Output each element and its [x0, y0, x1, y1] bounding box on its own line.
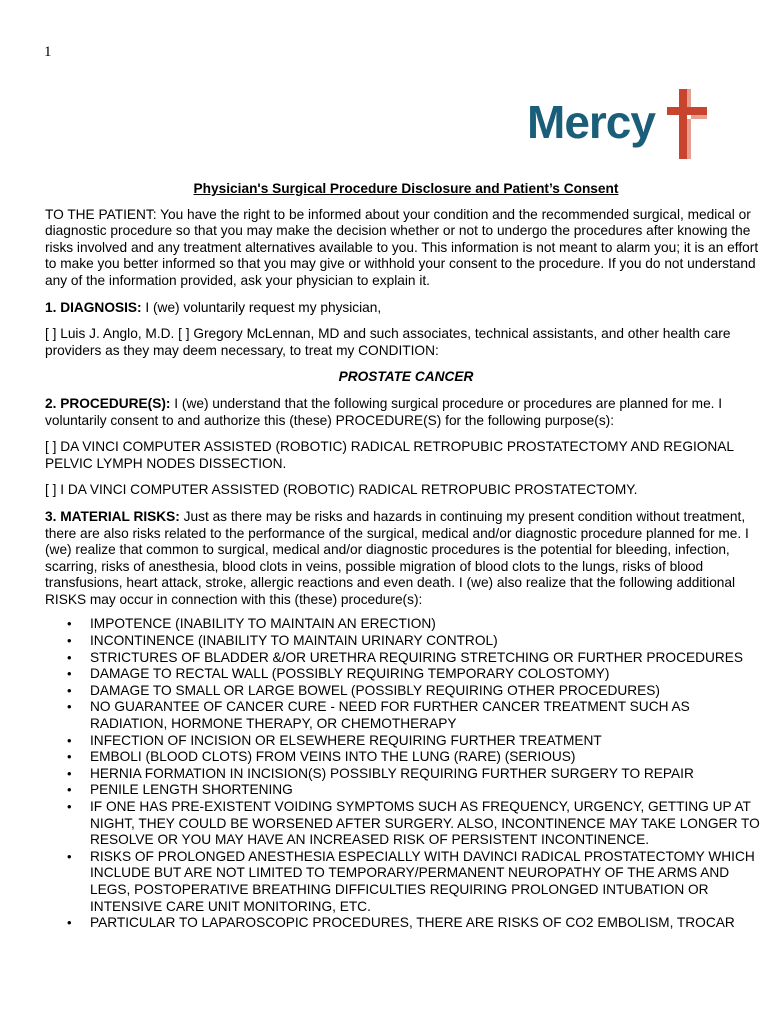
logo-text: Mercy — [527, 96, 655, 148]
cross-icon — [667, 85, 711, 163]
material-risks-section — [45, 509, 767, 609]
list-item: • DAMAGE TO SMALL OR LARGE BOWEL (POSSIBLY REQUIRING OTHER PROCEDURES) — [90, 683, 767, 700]
consent-document — [45, 181, 767, 932]
intro-paragraph: TO THE PATIENT: You have the right to be informed about your condition and the recommended surgical, medical or diagnostic procedure so that you may make the decision whether or not to undergo the procedures after knowing the risks involved and any treatment alternatives available to you. This information is not meant to alarm you; it is an effort to make you better informed so that you may give or withhold your consent to the procedure. If you do not understand any of the information provided, ask your physician to explain it. — [45, 206, 759, 288]
diagnosis-text: I (we) voluntarily request my physician, — [141, 299, 382, 315]
list-item: • EMBOLI (BLOOD CLOTS) FROM VEINS INTO THE LUNG (RARE) (SERIOUS) — [90, 749, 767, 766]
list-item: • RISKS OF PROLONGED ANESTHESIA ESPECIALLY WITH DAVINCI RADICAL PROSTATECTOMY WHICH INCLUDE BUT ARE NOT LIMITED TO TEMPORARY/PERMANENT NEUROPATHY OF THE ARMS AND LEGS, POSTOPERATIVE BREATHING DIFFICULTIES REQUIRING PROLONGED INTUBATION OR INTENSIVE CARE UNIT MONITORING, ETC. — [90, 849, 767, 915]
condition-name: PROSTATE CANCER — [338, 369, 474, 385]
procedure-option-1: [ ] DA VINCI COMPUTER ASSISTED (ROBOTIC) RADICAL RETROPUBIC PROSTATECTOMY AND REGIONAL PELVIC LYMPH NODES DISSECTION. — [45, 439, 734, 471]
list-item: • IF ONE HAS PRE-EXISTENT VOIDING SYMPTOMS SUCH AS FREQUENCY, URGENCY, GETTING UP AT NIGHT, THEY COULD BE WORSENED AFTER SURGERY. ALSO, INCONTINENCE MAY TAKE LONGER TO RESOLVE OR YOU MAY HAVE AN INCREASED RISK OF PERSISTENT INCONTINENCE. — [90, 799, 767, 849]
diagnosis-section — [45, 300, 767, 317]
procedures-heading: 2. PROCEDURE(S): — [45, 395, 171, 411]
material-risks-text: Just as there may be risks and hazards in continuing my present condition without treatment, there are also risks related to the performance of the surgical, medical and/or diagnostic procedure planned for me. I (we) realize that common to surgical, medical and/or diagnostic procedures is the potential for bleeding, infection, scarring, risks of anesthesia, blood clots in veins, possible migration of blood clots to the lungs, risks of blood transfusions, heart attack, stroke, allergic reactions and even death. I (we) also realize that the following additional RISKS may occur in connection with this (these) procedure(s): — [45, 508, 749, 607]
list-item: • DAMAGE TO RECTAL WALL (POSSIBLY REQUIRING TEMPORARY COLOSTOMY) — [90, 666, 767, 683]
document-title: Physician's Surgical Procedure Disclosure and Patient’s Consent — [193, 181, 619, 196]
list-item: • HERNIA FORMATION IN INCISION(S) POSSIBLY REQUIRING FURTHER SURGERY TO REPAIR — [90, 766, 767, 783]
list-item: • INFECTION OF INCISION OR ELSEWHERE REQUIRING FURTHER TREATMENT — [90, 733, 767, 750]
list-item: • IMPOTENCE (INABILITY TO MAINTAIN AN ERECTION) — [90, 616, 767, 633]
procedure-option-2: [ ] I DA VINCI COMPUTER ASSISTED (ROBOTIC) RADICAL RETROPUBIC PROSTATECTOMY. — [45, 482, 638, 498]
mercy-logo — [527, 85, 717, 163]
list-item: • STRICTURES OF BLADDER &/OR URETHRA REQUIRING STRETCHING OR FURTHER PROCEDURES — [90, 650, 767, 667]
procedures-text: I (we) understand that the following surgical procedure or procedures are planned for me. I voluntarily consent to and authorize this (these) PROCEDURE(S) for the following purpose(s): — [45, 395, 723, 428]
list-item: • PENILE LENGTH SHORTENING — [90, 782, 767, 799]
procedures-section — [45, 396, 767, 429]
page-number: 1 — [44, 44, 52, 60]
material-risks-heading: 3. MATERIAL RISKS: — [45, 508, 180, 524]
risk-list — [45, 616, 767, 931]
diagnosis-heading: 1. DIAGNOSIS: — [45, 299, 142, 315]
list-item: • INCONTINENCE (INABILITY TO MAINTAIN URINARY CONTROL) — [90, 633, 767, 650]
list-item: • NO GUARANTEE OF CANCER CURE - NEED FOR FURTHER CANCER TREATMENT SUCH AS RADIATION, HORMONE THERAPY, OR CHEMOTHERAPY — [90, 699, 767, 732]
list-item: • PARTICULAR TO LAPAROSCOPIC PROCEDURES, THERE ARE RISKS OF CO2 EMBOLISM, TROCAR — [90, 915, 767, 932]
physician-selection: [ ] Luis J. Anglo, M.D. [ ] Gregory McLennan, MD and such associates, technical assistants, and other health care providers as they may deem necessary, to treat my CONDITION: — [45, 326, 731, 358]
